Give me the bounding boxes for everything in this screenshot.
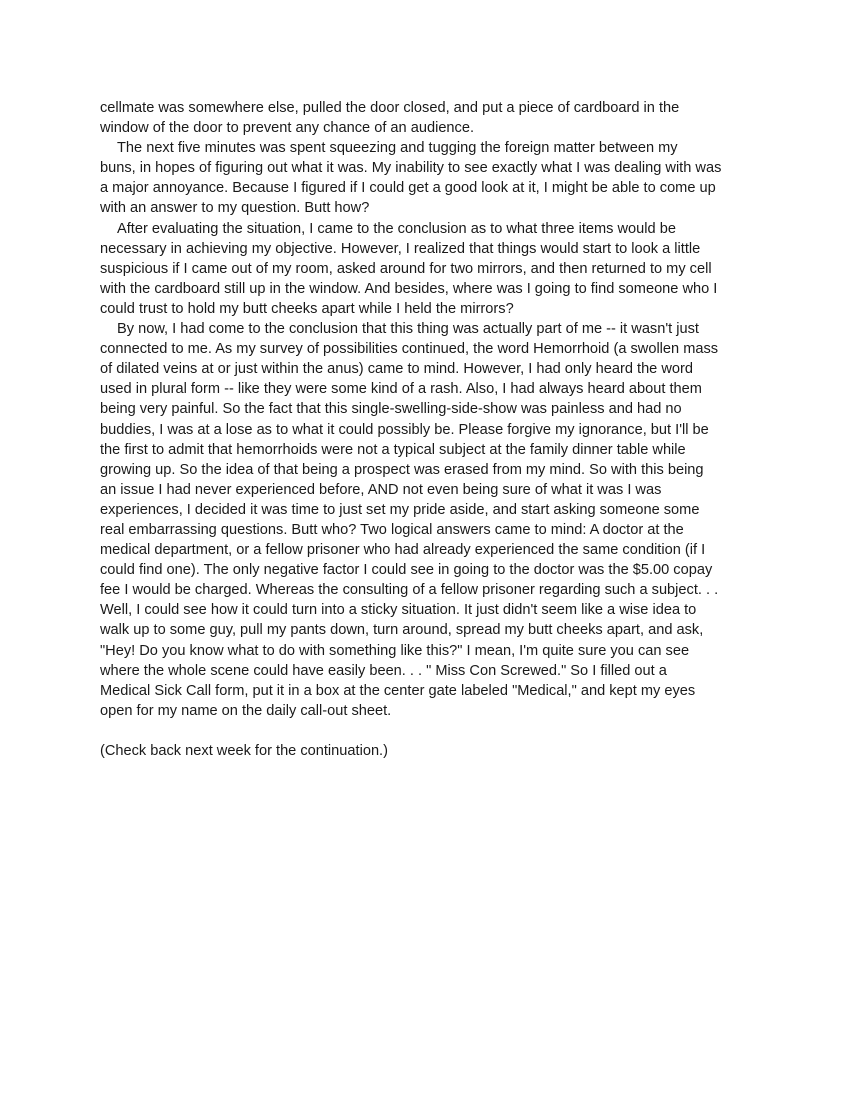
paragraph-1: cellmate was somewhere else, pulled the door closed, and put a piece of cardboard in the window of the door to prevent any chance of an audience.: [100, 100, 680, 137]
paragraph-4: By now, I had come to the conclusion that this thing was actually part of me -- it wasn't just connected to me. As my survey of possibilities continued, the word Hemorrhoid (a swollen mass of dilated veins at or just within the anus) came to mind. However, I had only heard the word used in plural form -- like they were some kind of a rash. Also, I had always heard about them being very painful. So the fact that this single-swelling-side-show was painless and had no buddies, I was at a lose as to what it could possibly be. Please forgive my ignorance, but I'll be the first to admit that hemorrhoids were not a typical subject at the family dinner table while growing up. So the idea of that being a prospect was erased from my mind. So with this being an issue I had never experienced before, AND not even being sure of what it was I was experiences, I decided it was time to just set my pride aside, and start asking someone some real embarrassing questions. Butt who? Two logical answers came to mind: A doctor at the medical department, or a fellow prisoner who had already experienced the same condition (if I could find one). The only negative factor I could see in going to the doctor was the $5.00 copay fee I would be charged. Whereas the consulting of a fellow prisoner regarding such a subject. . . Well, I could see how it could turn into a sticky situation. It just didn't seem like a wise idea to walk up to some guy, pull my pants down, turn around, spread my butt cheeks apart, and ask, "Hey! Do you know what to do with something like this?" I mean, I'm quite sure you can see where the whole scene could have easily been. . . " Miss Con Screwed." So I filled out a Medical Sick Call form, put it in a box at the center gate labeled "Medical," and kept my eyes open for my name on the daily call-out sheet.: [100, 321, 719, 719]
paragraph-2: The next five minutes was spent squeezing and tugging the foreign matter between my buns, in hopes of figuring out what it was. My inability to see exactly what I was dealing with was a major annoyance. Because I figured if I could get a good look at it, I might be able to come up with an answer to my question. Butt how?: [100, 140, 722, 217]
paragraph-spacer: [100, 721, 752, 741]
paragraph-3: After evaluating the situation, I came to the conclusion as to what three items would be necessary in achieving my objective. However, I realized that things would start to look a little suspicious if I came out of my room, asked around for two mirrors, and then returned to my cell with the cardboard still up in the window. And besides, where was I going to find someone who I could trust to hold my butt cheeks apart while I held the mirrors?: [100, 220, 718, 317]
closing-note: (Check back next week for the continuation.): [100, 743, 388, 759]
document-page: [100, 98, 752, 761]
